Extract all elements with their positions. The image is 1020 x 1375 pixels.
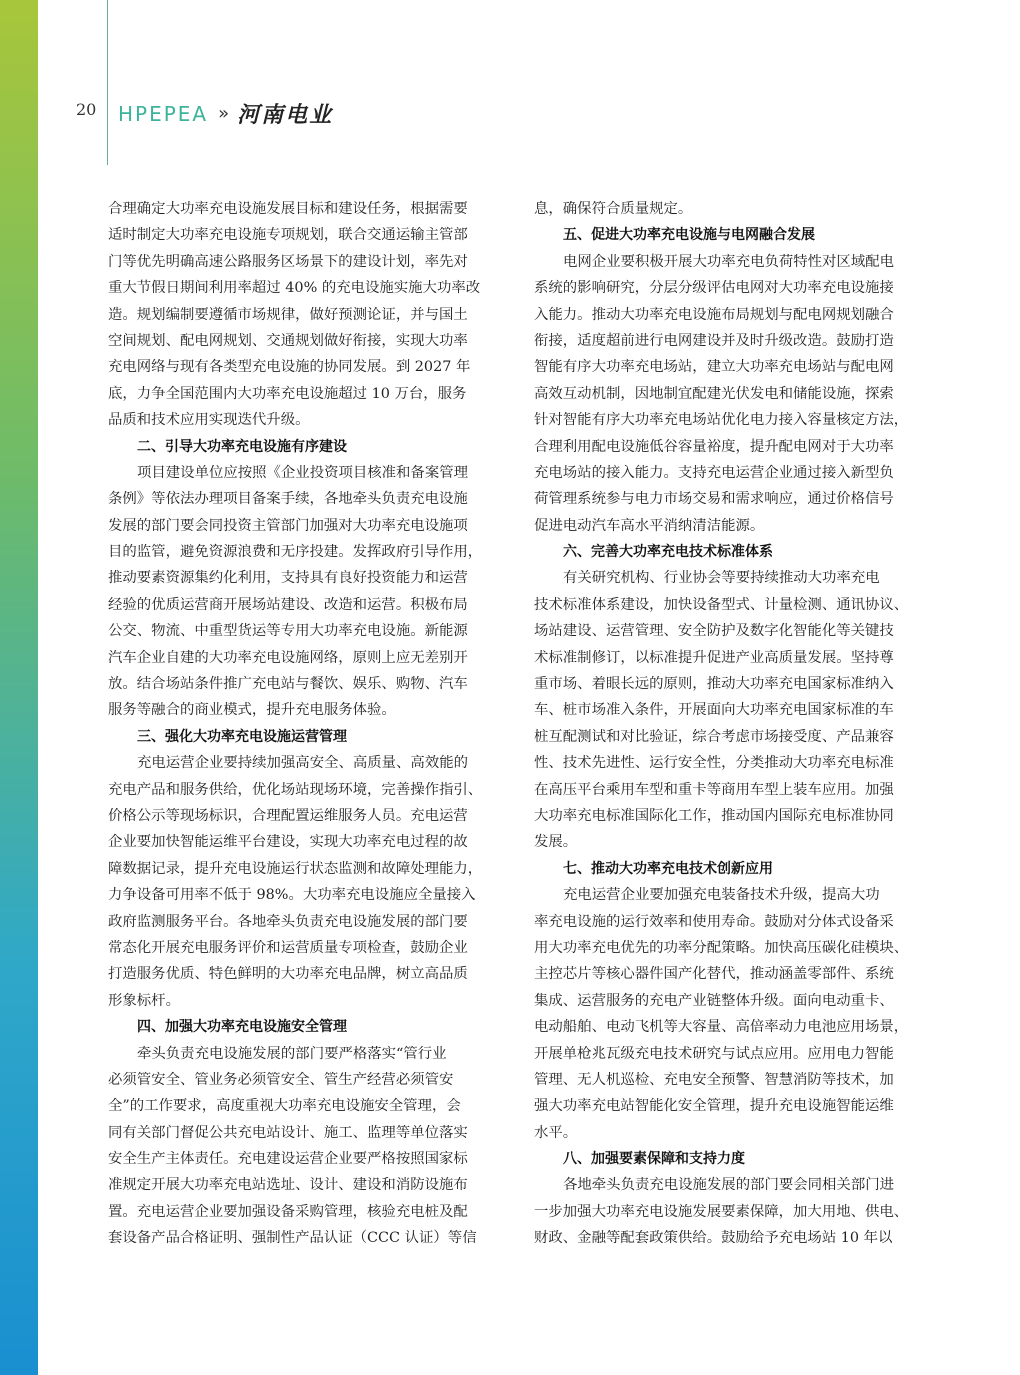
brand-separator: » bbox=[218, 103, 230, 124]
text-line: 各地牵头负责充电设施发展的部门要会同相关部门进 bbox=[563, 1177, 894, 1194]
text-line: 主控芯片等核心器件国产化替代，推动涵盖零部件、系统 bbox=[534, 966, 894, 983]
section-heading: 三、强化大功率充电设施运营管理 bbox=[137, 728, 347, 745]
text-line: 衔接，适度超前进行电网建设并及时升级改造。鼓励打造 bbox=[534, 332, 894, 349]
text-line: 管理、无人机巡检、充电安全预警、智慧消防等技术，加 bbox=[534, 1071, 894, 1088]
text-line: 项目建设单位应按照《企业投资项目核准和备案管理 bbox=[137, 464, 468, 481]
text-line: 率充电设施的运行效率和使用寿命。鼓励对分体式设备采 bbox=[534, 913, 894, 930]
text-line: 息，确保符合质量规定。 bbox=[534, 201, 693, 217]
text-line: 重市场、着眼长远的原则，推动大功率充电国家标准纳入 bbox=[534, 676, 894, 693]
text-line: 空间规划、配电网规划、交通规划做好衔接，实现大功率 bbox=[108, 332, 468, 349]
magazine-brand bbox=[118, 98, 333, 129]
text-line: 开展单枪兆瓦级充电技术研究与试点应用。应用电力智能 bbox=[534, 1045, 894, 1062]
text-line: 水平。 bbox=[534, 1124, 578, 1141]
text-line: 形象标杆。 bbox=[108, 992, 180, 1009]
text-line: 置。充电运营企业要加强设备采购管理，核验充电桩及配 bbox=[108, 1203, 468, 1220]
text-line: 电动船舶、电动飞机等大容量、高倍率动力电池应用场景， bbox=[534, 1019, 909, 1036]
text-line: 技术标准体系建设，加快设备型式、计量检测、通讯协议、 bbox=[534, 596, 909, 613]
text-line: 促进电动汽车高水平消纳清洁能源。 bbox=[534, 517, 765, 534]
text-line: 经验的优质运营商开展场站建设、改造和运营。积极布局 bbox=[108, 596, 468, 613]
section-heading: 八、加强要素保障和支持力度 bbox=[563, 1151, 745, 1168]
section-heading: 五、促进大功率充电设施与电网融合发展 bbox=[563, 227, 815, 244]
text-line: 充电运营企业要持续加强高安全、高质量、高效能的 bbox=[137, 755, 468, 772]
text-line: 品质和技术应用实现迭代升级。 bbox=[108, 412, 310, 429]
text-line: 牵头负责充电设施发展的部门要严格落实“管行业 bbox=[137, 1045, 447, 1062]
text-line: 放。结合场站条件推广充电站与餐饮、娱乐、购物、汽车 bbox=[108, 676, 468, 693]
text-line: 造。规划编制要遵循市场规律，做好预测论证，并与国土 bbox=[108, 306, 468, 323]
left-text-column bbox=[108, 196, 493, 1252]
text-line: 准规定开展大功率充电站选址、设计、建设和消防设施布 bbox=[108, 1177, 468, 1194]
text-line: 场站建设、运营管理、安全防护及数字化智能化等关键技 bbox=[534, 623, 894, 640]
section-heading: 六、完善大功率充电技术标准体系 bbox=[563, 544, 773, 561]
text-line: 发展的部门要会同投资主管部门加强对大功率充电设施项 bbox=[108, 517, 468, 534]
text-line: 充电运营企业要加强充电装备技术升级，提高大功 bbox=[563, 887, 880, 904]
text-line: 性、技术先进性、运行安全性，分类推动大功率充电标准 bbox=[534, 755, 894, 772]
text-line: 桩互配测试和对比验证，综合考虑市场接受度、产品兼容 bbox=[534, 728, 894, 745]
text-line: 充电产品和服务供给，优化场站现场环境，完善操作指引、 bbox=[108, 781, 483, 798]
text-line: 用大功率充电优先的功率分配策略。加快高压碳化硅模块、 bbox=[534, 939, 909, 956]
text-line: 汽车企业自建的大功率充电设施网络，原则上应无差别开 bbox=[108, 649, 468, 666]
text-line: 目的监管，避免资源浪费和无序投建。发挥政府引导作用， bbox=[108, 544, 483, 561]
text-line: 条例》等依法办理项目备案手续，各地牵头负责充电设施 bbox=[108, 491, 468, 508]
text-line: 充电网络与现有各类型充电设施的协同发展。到 2027 年 bbox=[108, 359, 471, 376]
text-line: 全”的工作要求，高度重视大功率充电设施安全管理，会 bbox=[108, 1098, 461, 1115]
text-line: 财政、金融等配套政策供给。鼓励给予充电场站 10 年以 bbox=[534, 1230, 893, 1247]
text-line: 底，力争全国范围内大功率充电设施超过 10 万台，服务 bbox=[108, 385, 467, 402]
brand-latin-logo: HPEPEA bbox=[118, 101, 209, 126]
text-line: 重大节假日期间利用率超过 40% 的充电设施实施大功率改 bbox=[108, 280, 481, 297]
text-line: 常态化开展充电服务评价和运营质量专项检查，鼓励企业 bbox=[108, 939, 468, 956]
text-line: 针对智能有序大功率充电场站优化电力接入容量核定方法， bbox=[534, 412, 909, 429]
text-line: 有关研究机构、行业协会等要持续推动大功率充电 bbox=[563, 570, 880, 587]
text-line: 电网企业要积极开展大功率充电负荷特性对区域配电 bbox=[563, 253, 894, 270]
text-line: 套设备产品合格证明、强制性产品认证（CCC 认证）等信 bbox=[108, 1230, 477, 1247]
text-line: 价格公示等现场标识，合理配置运维服务人员。充电运营 bbox=[108, 807, 468, 824]
text-line: 一步加强大功率充电设施发展要素保障，加大用地、供电、 bbox=[534, 1203, 909, 1220]
text-line: 充电场站的接入能力。支持充电运营企业通过接入新型负 bbox=[534, 464, 894, 481]
text-line: 系统的影响研究，分层分级评估电网对大功率充电设施接 bbox=[534, 280, 894, 297]
brand-chinese-logo: 河南电业 bbox=[237, 103, 334, 128]
side-color-bar bbox=[0, 0, 38, 1375]
text-line: 安全生产主体责任。充电建设运营企业要严格按照国家标 bbox=[108, 1151, 468, 1168]
text-line: 在高压平台乘用车型和重卡等商用车型上装车应用。加强 bbox=[534, 781, 894, 798]
text-line: 车、桩市场准入条件，开展面向大功率充电国家标准的车 bbox=[534, 702, 894, 719]
text-line: 合理利用配电设施低谷容量裕度，提升配电网对于大功率 bbox=[534, 438, 894, 455]
text-line: 大功率充电标准国际化工作，推动国内国际充电标准协同 bbox=[534, 807, 894, 824]
text-line: 同有关部门督促公共充电站设计、施工、监理等单位落实 bbox=[108, 1124, 468, 1141]
text-line: 高效互动机制，因地制宜配建光伏发电和储能设施，探索 bbox=[534, 385, 894, 402]
text-line: 服务等融合的商业模式，提升充电服务体验。 bbox=[108, 702, 396, 719]
text-line: 适时制定大功率充电设施专项规划，联合交通运输主管部 bbox=[108, 227, 468, 244]
text-line: 强大功率充电站智能化安全管理，提升充电设施智能运维 bbox=[534, 1098, 894, 1115]
text-line: 发展。 bbox=[534, 834, 578, 851]
text-line: 政府监测服务平台。各地牵头负责充电设施发展的部门要 bbox=[108, 913, 468, 930]
text-line: 智能有序大功率充电场站，建立大功率充电场站与配电网 bbox=[534, 359, 894, 376]
section-heading: 四、加强大功率充电设施安全管理 bbox=[137, 1019, 347, 1036]
text-line: 入能力。推动大功率充电设施布局规划与配电网规划融合 bbox=[534, 306, 894, 323]
text-line: 荷管理系统参与电力市场交易和需求响应，通过价格信号 bbox=[534, 491, 894, 508]
text-line: 企业要加快智能运维平台建设，实现大功率充电过程的故 bbox=[108, 834, 468, 851]
text-line: 术标准制修订，以标准提升促进产业高质量发展。坚持尊 bbox=[534, 649, 894, 666]
section-heading: 七、推动大功率充电技术创新应用 bbox=[563, 860, 773, 877]
text-line: 集成、运营服务的充电产业链整体升级。面向电动重卡、 bbox=[534, 992, 894, 1009]
header-divider-line bbox=[107, 0, 108, 165]
text-line: 公交、物流、中重型货运等专用大功率充电设施。新能源 bbox=[108, 623, 468, 640]
text-line: 合理确定大功率充电设施发展目标和建设任务，根据需要 bbox=[108, 201, 468, 217]
text-line: 打造服务优质、特色鲜明的大功率充电品牌，树立高品质 bbox=[108, 966, 468, 983]
page-number: 20 bbox=[76, 100, 97, 119]
text-line: 障数据记录，提升充电设施运行状态监测和故障处理能力， bbox=[108, 860, 483, 877]
text-line: 推动要素资源集约化利用，支持具有良好投资能力和运营 bbox=[108, 570, 468, 587]
text-line: 门等优先明确高速公路服务区场景下的建设计划，率先对 bbox=[108, 253, 468, 270]
text-line: 必须管安全、管业务必须管安全、管生产经营必须管安 bbox=[108, 1071, 454, 1088]
right-text-column bbox=[534, 196, 919, 1252]
section-heading: 二、引导大功率充电设施有序建设 bbox=[137, 438, 347, 455]
text-line: 力争设备可用率不低于 98%。大功率充电设施应全量接入 bbox=[108, 887, 476, 904]
